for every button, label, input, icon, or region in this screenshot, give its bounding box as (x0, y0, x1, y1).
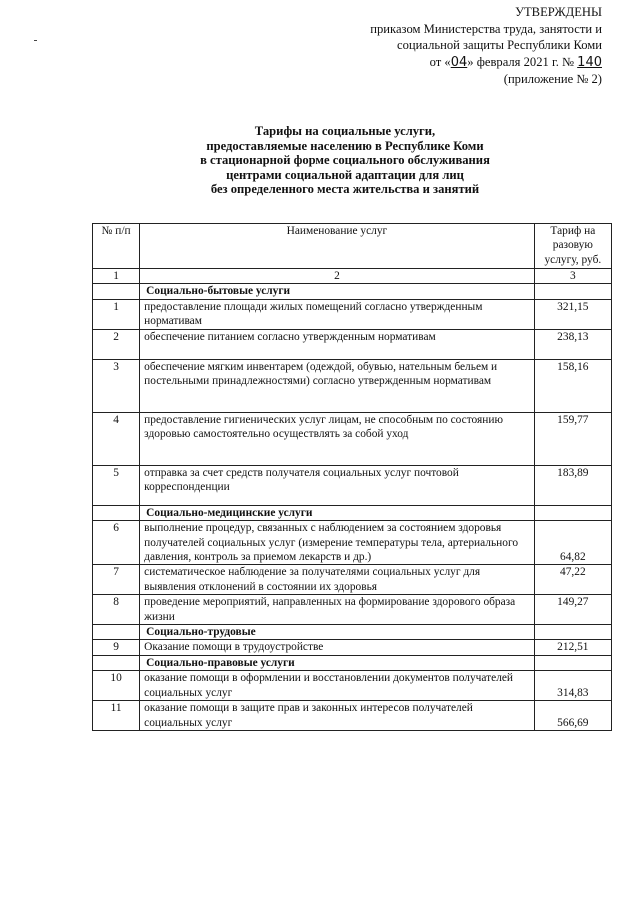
scan-mark (34, 40, 37, 41)
appendix-label: (приложение № 2) (503, 72, 602, 86)
column-number-row: 1 2 3 (93, 269, 612, 284)
table-row: 10 оказание помощи в оформлении и восстановлении документов получателей социальных услуг 314,83 (93, 671, 612, 701)
table-header-row (93, 224, 612, 269)
approval-date-line: от «04» февраля 2021 г. № 140 (429, 54, 602, 70)
table-row: 9 Оказание помощи в трудоустройстве 212,51 (93, 640, 612, 655)
header-number: № п/п (93, 224, 140, 269)
section-row: Социально-правовые услуги (93, 655, 612, 670)
handwritten-day: 04 (450, 54, 468, 70)
approval-title: УТВЕРЖДЕНЫ (515, 5, 602, 19)
approval-block (370, 4, 602, 88)
tariff-table (92, 223, 612, 731)
section-row: Социально-бытовые услуги (93, 284, 612, 299)
document-title: Тарифы на социальные услуги, предоставляемые населению в Республике Коми в стационарной форме социального обслуживания центрами социальной адаптации для лиц без определенного места жительства и занятий (200, 124, 490, 197)
approval-order-line: приказом Министерства труда, занятости и (370, 21, 602, 36)
handwritten-number: 140 (577, 54, 602, 70)
header-tariff: Тариф на разовую услугу, руб. (534, 224, 611, 269)
table-row: 7 систематическое наблюдение за получателями социальных услуг для выявления отклонений в состоянии их здоровья 47,22 (93, 565, 612, 595)
table-row: 2 обеспечение питанием согласно утвержденным нормативам 238,13 (93, 329, 612, 359)
section-row: Социально-трудовые (93, 625, 612, 640)
table-row: 4 предоставление гигиенических услуг лицам, не способным по состоянию здоровью самостоятельно осуществлять за собой уход 159,77 (93, 412, 612, 465)
section-row: Социально-медицинские услуги (93, 505, 612, 520)
table-row: 1 предоставление площади жилых помещений согласно утвержденным нормативам 321,15 (93, 299, 612, 329)
approval-ministry-line: социальной защиты Республики Коми (397, 38, 602, 52)
table-row: 5 отправка за счет средств получателя социальных услуг почтовой корреспонденции 183,89 (93, 465, 612, 505)
table-row: 8 проведение мероприятий, направленных на формирование здорового образа жизни 149,27 (93, 595, 612, 625)
header-service-name: Наименование услуг (140, 224, 535, 269)
table-row: 6 выполнение процедур, связанных с наблюдением за состоянием здоровья получателей социальных услуг (измерение температуры тела, артериального давления, контроль за приемом лекарств и др.) 64,82 (93, 521, 612, 565)
table-row: 11 оказание помощи в защите прав и законных интересов получателей социальных услуг 566,69 (93, 701, 612, 731)
table-row: 3 обеспечение мягким инвентарем (одеждой, обувью, нательным бельем и постельными принадлежностями) согласно утвержденным нормативам 158,16 (93, 359, 612, 412)
